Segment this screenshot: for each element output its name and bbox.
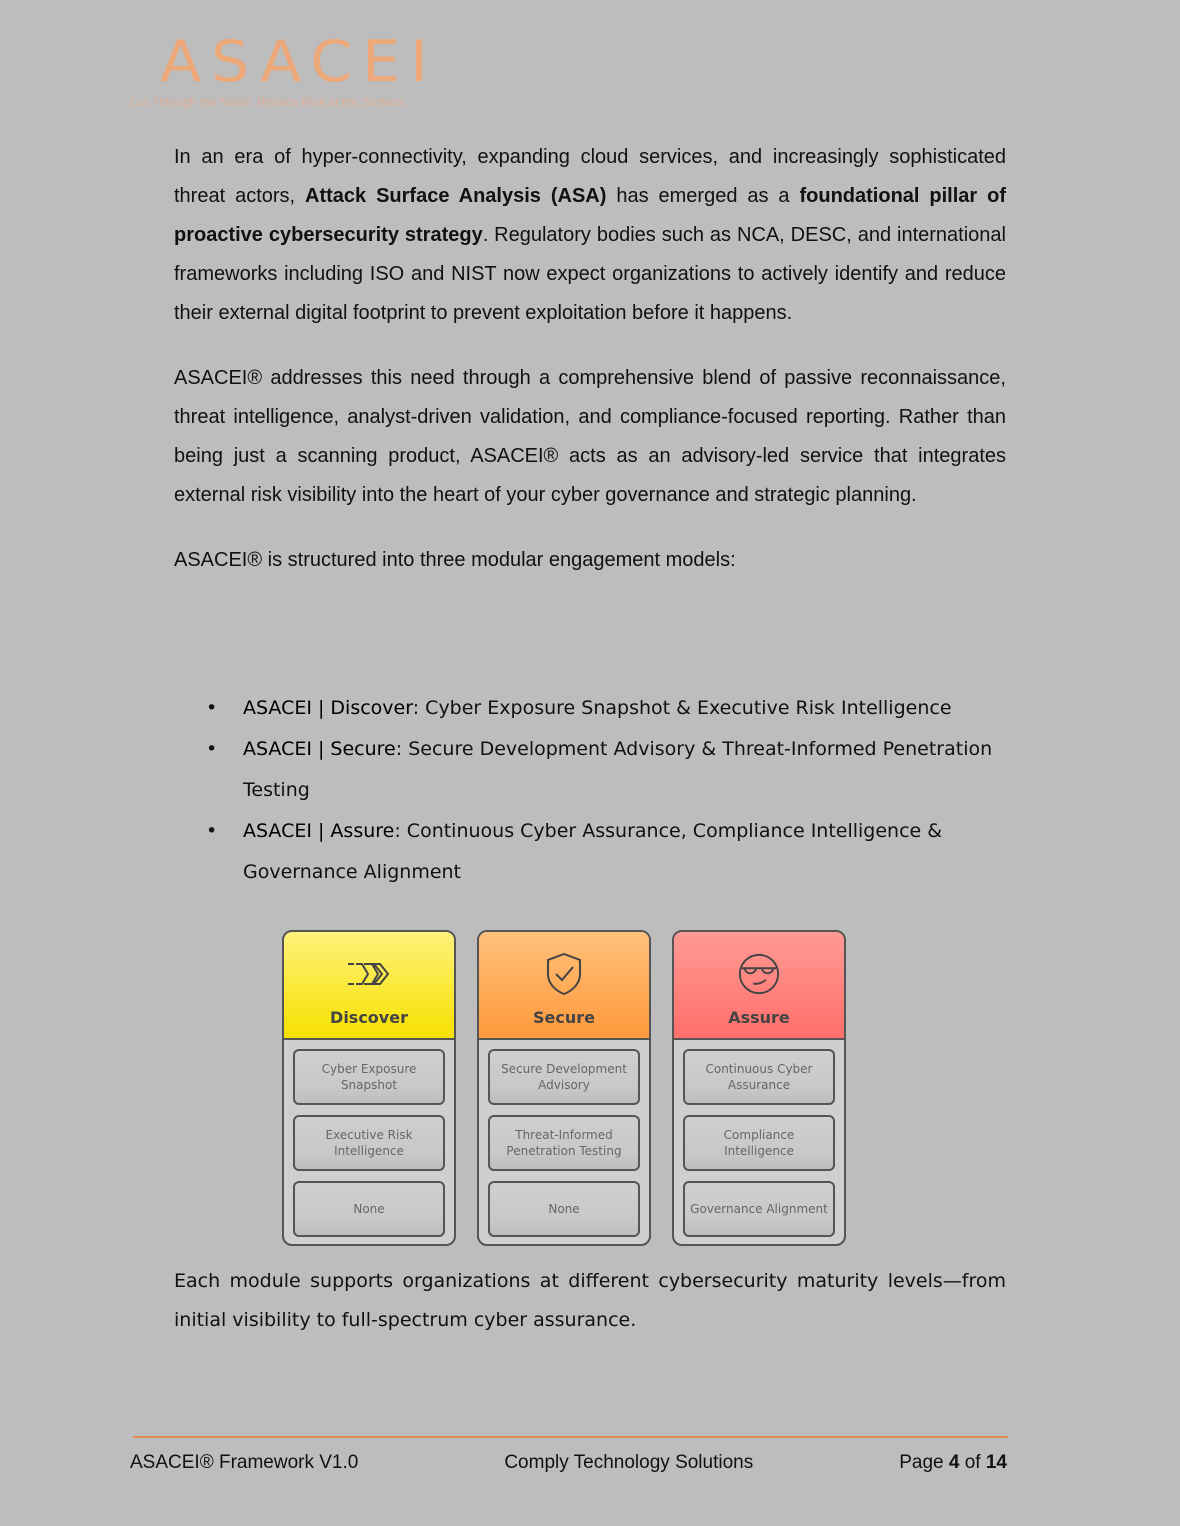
engagement-models-list: [200, 688, 1010, 893]
logo: [160, 30, 438, 94]
bullet-text: : Secure Development Advisory & Threat-Informed Penetration Testing: [243, 738, 993, 801]
card-item: Compliance Intelligence: [683, 1115, 835, 1171]
bullet-text: : Continuous Cyber Assurance, Compliance Intelligence & Governance Alignment: [243, 820, 943, 883]
page-number: [899, 1452, 1007, 1474]
card-item: None: [488, 1181, 640, 1237]
card-item: Executive Risk Intelligence: [293, 1115, 445, 1171]
list-item: [200, 811, 1010, 893]
text-run: . Regulatory bodies such as NCA, DESC, and international frameworks including ISO and NIST now expect organizations to actively identify and reduce their external digital footprint to prevent exploitation before it happens.: [174, 224, 1006, 324]
bullet-lead: ASACEI | Secure: [243, 738, 396, 760]
card-title: Assure: [728, 1008, 790, 1027]
modules-diagram: [282, 930, 846, 1246]
footer-document-title: ASACEI® Framework V1.0: [130, 1452, 359, 1473]
logo-text: ASACEI: [160, 28, 438, 96]
bullet-lead: ASACEI | Discover: [243, 697, 413, 719]
card-item: Governance Alignment: [683, 1181, 835, 1237]
module-card-secure: [477, 930, 651, 1246]
card-items: [284, 1040, 454, 1237]
text-run: In an era of hyper-connectivity, expanding cloud services, and increasingly sophisticated threat actors,: [174, 146, 1006, 207]
page-label: Page: [899, 1452, 949, 1473]
sunglasses-face-icon: [736, 952, 782, 996]
module-card-discover: [282, 930, 456, 1246]
closing-paragraph: Each module supports organizations at different cybersecurity maturity levels—from initial visibility to full-spectrum cyber assurance.: [174, 1270, 1006, 1331]
card-item: Secure Development Advisory: [488, 1049, 640, 1105]
footer-divider: [133, 1436, 1008, 1438]
asacei-paragraph: ASACEI® addresses this need through a comprehensive blend of passive reconnaissance, threat intelligence, analyst-driven validation, and compliance-focused reporting. Rather than being just a scanning product, ASACEI® acts as an advisory-led service that integrates external risk visibility into the heart of your cyber governance and strategic planning.: [174, 367, 1006, 506]
page-footer: [130, 1452, 1007, 1474]
logo-tagline: Cut Through the Noise. Reduce Risk at the Surface.: [130, 95, 407, 109]
text-run: has emerged as a: [606, 185, 800, 207]
shield-check-icon: [542, 952, 586, 996]
list-item: [200, 729, 1010, 811]
card-header: [479, 932, 649, 1040]
chevrons-forward-icon: [344, 952, 394, 996]
page-current: 4: [948, 1452, 960, 1473]
body-content: [174, 138, 1006, 580]
module-card-assure: [672, 930, 846, 1246]
bold-term-pillar: foundational pillar of proactive cybersecurity strategy: [174, 185, 1007, 246]
page-total: 14: [985, 1452, 1007, 1473]
card-item: Threat-Informed Penetration Testing: [488, 1115, 640, 1171]
bullet-lead: ASACEI | Assure: [243, 820, 395, 842]
card-item: None: [293, 1181, 445, 1237]
bold-term-asa: Attack Surface Analysis (ASA): [305, 185, 607, 207]
card-header: [284, 932, 454, 1040]
card-header: [674, 932, 844, 1040]
models-intro: ASACEI® is structured into three modular engagement models:: [174, 549, 736, 571]
card-title: Discover: [330, 1008, 408, 1027]
list-item: [200, 688, 1010, 729]
card-items: [479, 1040, 649, 1237]
card-item: Cyber Exposure Snapshot: [293, 1049, 445, 1105]
card-items: [674, 1040, 844, 1237]
card-item: Continuous Cyber Assurance: [683, 1049, 835, 1105]
intro-paragraph: [174, 138, 1006, 333]
bullet-text: : Cyber Exposure Snapshot & Executive Risk Intelligence: [412, 697, 952, 719]
page-of: of: [959, 1452, 986, 1473]
card-title: Secure: [533, 1008, 595, 1027]
footer-company: Comply Technology Solutions: [504, 1452, 754, 1473]
